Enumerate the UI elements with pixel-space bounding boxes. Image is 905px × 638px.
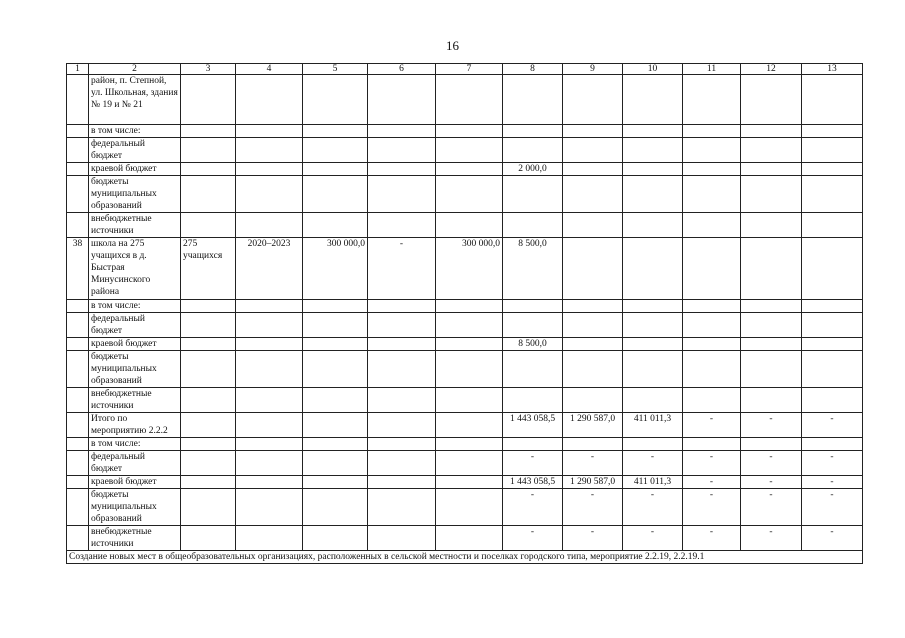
cell-c9 [563, 351, 623, 388]
cell-c12: - [741, 489, 802, 526]
cell-c5 [303, 176, 368, 213]
cell-c9 [563, 313, 623, 338]
cell-c13 [802, 176, 863, 213]
cell-c3 [181, 213, 236, 238]
cell-c5 [303, 163, 368, 176]
cell-name: краевой бюджет [89, 476, 181, 489]
cell-c13 [802, 138, 863, 163]
table-row [67, 388, 863, 413]
cell-c6 [368, 438, 436, 451]
cell-c6 [368, 451, 436, 476]
cell-c8 [503, 300, 563, 313]
cell-c12 [741, 125, 802, 138]
cell-name: в том числе: [89, 438, 181, 451]
cell-c10 [623, 338, 683, 351]
cell-c8: 8 500,0 [503, 238, 563, 300]
column-header-11: 11 [683, 64, 741, 75]
cell-name: краевой бюджет [89, 163, 181, 176]
cell-c8: 1 443 058,5 [503, 413, 563, 438]
cell-c5 [303, 313, 368, 338]
cell-c6: - [368, 238, 436, 300]
cell-c7 [436, 176, 503, 213]
cell-c10 [623, 313, 683, 338]
cell-c13 [802, 388, 863, 413]
cell-name: внебюджетные источники [89, 526, 181, 551]
cell-c9 [563, 125, 623, 138]
cell-num [67, 176, 89, 213]
cell-name: бюджеты муниципальных образований [89, 176, 181, 213]
cell-c4 [236, 476, 303, 489]
cell-c12 [741, 300, 802, 313]
cell-name: федеральный бюджет [89, 451, 181, 476]
cell-c11 [683, 176, 741, 213]
cell-c5 [303, 526, 368, 551]
cell-name: внебюджетные источники [89, 213, 181, 238]
table-row [67, 176, 863, 213]
table-row [67, 313, 863, 338]
cell-c12: - [741, 451, 802, 476]
table-row [67, 526, 863, 551]
cell-c11 [683, 138, 741, 163]
cell-c9 [563, 176, 623, 213]
cell-c10 [623, 138, 683, 163]
cell-name: бюджеты муниципальных образований [89, 489, 181, 526]
cell-c13 [802, 163, 863, 176]
cell-c9 [563, 138, 623, 163]
column-header-9: 9 [563, 64, 623, 75]
cell-c3 [181, 388, 236, 413]
cell-c3 [181, 413, 236, 438]
cell-c8 [503, 388, 563, 413]
cell-c6 [368, 213, 436, 238]
cell-c12 [741, 163, 802, 176]
cell-c10 [623, 438, 683, 451]
cell-c6 [368, 489, 436, 526]
cell-c8: 8 500,0 [503, 338, 563, 351]
cell-c12 [741, 213, 802, 238]
cell-c6 [368, 476, 436, 489]
cell-c10 [623, 388, 683, 413]
cell-c8 [503, 138, 563, 163]
cell-c3 [181, 451, 236, 476]
cell-c4 [236, 213, 303, 238]
column-header-5: 5 [303, 64, 368, 75]
column-header-7: 7 [436, 64, 503, 75]
cell-num [67, 213, 89, 238]
cell-c10 [623, 213, 683, 238]
cell-c9 [563, 75, 623, 125]
cell-c11: - [683, 489, 741, 526]
cell-c5 [303, 438, 368, 451]
cell-num [67, 75, 89, 125]
cell-c5 [303, 476, 368, 489]
cell-c6 [368, 351, 436, 388]
table-row [67, 476, 863, 489]
cell-c11 [683, 338, 741, 351]
cell-c4 [236, 75, 303, 125]
cell-num [67, 125, 89, 138]
cell-c7 [436, 438, 503, 451]
cell-num [67, 388, 89, 413]
cell-c11: - [683, 476, 741, 489]
table-row [67, 413, 863, 438]
cell-c9 [563, 388, 623, 413]
cell-c13: - [802, 476, 863, 489]
cell-c12: - [741, 413, 802, 438]
cell-name: краевой бюджет [89, 338, 181, 351]
cell-c10: - [623, 489, 683, 526]
cell-c3 [181, 75, 236, 125]
cell-c3 [181, 526, 236, 551]
cell-c3 [181, 338, 236, 351]
cell-num [67, 489, 89, 526]
cell-name: в том числе: [89, 125, 181, 138]
cell-c10 [623, 75, 683, 125]
cell-c13 [802, 238, 863, 300]
table-row [67, 238, 863, 300]
cell-name: федеральный бюджет [89, 313, 181, 338]
cell-c12 [741, 338, 802, 351]
cell-c10 [623, 238, 683, 300]
cell-c5 [303, 489, 368, 526]
cell-c13 [802, 438, 863, 451]
cell-c13: - [802, 526, 863, 551]
cell-c7: 300 000,0 [436, 238, 503, 300]
cell-c4 [236, 438, 303, 451]
cell-c13 [802, 338, 863, 351]
cell-c6 [368, 163, 436, 176]
cell-c4 [236, 300, 303, 313]
cell-name: Итого по мероприятию 2.2.2 [89, 413, 181, 438]
cell-c9 [563, 238, 623, 300]
cell-c6 [368, 75, 436, 125]
table-row [67, 125, 863, 138]
cell-c13 [802, 300, 863, 313]
column-header-8: 8 [503, 64, 563, 75]
cell-c6 [368, 388, 436, 413]
cell-c12 [741, 351, 802, 388]
cell-c12 [741, 388, 802, 413]
cell-num [67, 413, 89, 438]
cell-c5 [303, 300, 368, 313]
table-row [67, 351, 863, 388]
cell-c11 [683, 388, 741, 413]
cell-c3 [181, 176, 236, 213]
cell-num [67, 526, 89, 551]
cell-c7 [436, 489, 503, 526]
cell-c7 [436, 351, 503, 388]
cell-c10 [623, 125, 683, 138]
cell-c9: 1 290 587,0 [563, 476, 623, 489]
cell-c4 [236, 388, 303, 413]
cell-c6 [368, 413, 436, 438]
cell-c3 [181, 163, 236, 176]
cell-c10 [623, 300, 683, 313]
cell-c6 [368, 338, 436, 351]
cell-c13 [802, 213, 863, 238]
cell-c9 [563, 438, 623, 451]
column-header-10: 10 [623, 64, 683, 75]
cell-c8: - [503, 451, 563, 476]
cell-c8 [503, 176, 563, 213]
cell-c5 [303, 451, 368, 476]
cell-c13 [802, 125, 863, 138]
cell-c13 [802, 351, 863, 388]
page-number: 16 [446, 38, 459, 53]
column-header-3: 3 [181, 64, 236, 75]
cell-c6 [368, 300, 436, 313]
cell-c8 [503, 213, 563, 238]
cell-c10: 411 011,3 [623, 476, 683, 489]
cell-c8 [503, 125, 563, 138]
budget-table [66, 63, 863, 564]
cell-c10: - [623, 451, 683, 476]
cell-c9 [563, 338, 623, 351]
cell-c8 [503, 75, 563, 125]
cell-c11 [683, 438, 741, 451]
cell-num [67, 338, 89, 351]
column-header-4: 4 [236, 64, 303, 75]
cell-num [67, 163, 89, 176]
cell-c10 [623, 176, 683, 213]
cell-c8 [503, 438, 563, 451]
cell-name: бюджеты муниципальных образований [89, 351, 181, 388]
cell-c4: 2020–2023 [236, 238, 303, 300]
cell-c13: - [802, 413, 863, 438]
cell-c5 [303, 125, 368, 138]
cell-c4 [236, 176, 303, 213]
cell-c7 [436, 125, 503, 138]
cell-c3 [181, 313, 236, 338]
cell-c4 [236, 526, 303, 551]
cell-c5 [303, 138, 368, 163]
cell-c11 [683, 125, 741, 138]
header-row [67, 64, 863, 75]
cell-c11 [683, 238, 741, 300]
cell-name: федеральный бюджет [89, 138, 181, 163]
cell-c3 [181, 438, 236, 451]
cell-c3 [181, 351, 236, 388]
table-row [67, 213, 863, 238]
cell-c8: 1 443 058,5 [503, 476, 563, 489]
cell-c9 [563, 163, 623, 176]
cell-c10: 411 011,3 [623, 413, 683, 438]
cell-name: район, п. Степной, ул. Школьная, здания № 19 и № 21 [89, 75, 181, 125]
cell-c7 [436, 300, 503, 313]
cell-num [67, 300, 89, 313]
cell-c11 [683, 163, 741, 176]
cell-c6 [368, 313, 436, 338]
cell-c4 [236, 413, 303, 438]
cell-c10: - [623, 526, 683, 551]
table-row [67, 300, 863, 313]
cell-c7 [436, 451, 503, 476]
cell-c7 [436, 75, 503, 125]
cell-c10 [623, 163, 683, 176]
table-row [67, 438, 863, 451]
cell-c7 [436, 313, 503, 338]
cell-c4 [236, 125, 303, 138]
table-row [67, 163, 863, 176]
cell-c5 [303, 388, 368, 413]
cell-num [67, 451, 89, 476]
cell-c3 [181, 138, 236, 163]
cell-c4 [236, 451, 303, 476]
footer-note: Создание новых мест в общеобразовательных организациях, расположенных в сельской местности и поселках городского типа, мероприятие 2.2.19, 2.2.19.1 [67, 551, 863, 564]
cell-c9: 1 290 587,0 [563, 413, 623, 438]
table-row [67, 138, 863, 163]
cell-c7 [436, 413, 503, 438]
cell-c9: - [563, 526, 623, 551]
cell-c3: 275 учащихся [181, 238, 236, 300]
column-header-2: 2 [89, 64, 181, 75]
cell-c3 [181, 125, 236, 138]
cell-c7 [436, 388, 503, 413]
cell-name: в том числе: [89, 300, 181, 313]
cell-c13: - [802, 489, 863, 526]
cell-c5 [303, 413, 368, 438]
cell-c3 [181, 489, 236, 526]
cell-c9 [563, 213, 623, 238]
cell-c11 [683, 351, 741, 388]
cell-c6 [368, 138, 436, 163]
cell-c12: - [741, 526, 802, 551]
footer-note-row [67, 551, 863, 564]
cell-c5 [303, 75, 368, 125]
cell-c8 [503, 313, 563, 338]
cell-c4 [236, 338, 303, 351]
cell-num [67, 313, 89, 338]
cell-c11 [683, 213, 741, 238]
cell-c12 [741, 238, 802, 300]
cell-c9: - [563, 489, 623, 526]
table-row [67, 451, 863, 476]
table-row [67, 338, 863, 351]
cell-c11 [683, 300, 741, 313]
cell-c7 [436, 213, 503, 238]
cell-c6 [368, 125, 436, 138]
cell-c12 [741, 75, 802, 125]
cell-c12 [741, 313, 802, 338]
cell-num [67, 351, 89, 388]
cell-c7 [436, 163, 503, 176]
cell-c7 [436, 138, 503, 163]
column-header-13: 13 [802, 64, 863, 75]
cell-c11 [683, 313, 741, 338]
cell-c9 [563, 300, 623, 313]
cell-c4 [236, 351, 303, 388]
cell-c7 [436, 476, 503, 489]
cell-c13 [802, 313, 863, 338]
cell-num [67, 476, 89, 489]
cell-name: школа на 275 учащихся в д. Быстрая Минусинского района [89, 238, 181, 300]
cell-c12 [741, 176, 802, 213]
cell-c8: 2 000,0 [503, 163, 563, 176]
cell-num [67, 438, 89, 451]
cell-c10 [623, 351, 683, 388]
table-row [67, 75, 863, 125]
cell-c12 [741, 138, 802, 163]
cell-num: 38 [67, 238, 89, 300]
cell-c9: - [563, 451, 623, 476]
cell-c8 [503, 351, 563, 388]
cell-c5 [303, 351, 368, 388]
cell-name: внебюджетные источники [89, 388, 181, 413]
cell-c6 [368, 176, 436, 213]
cell-c3 [181, 300, 236, 313]
cell-c11: - [683, 526, 741, 551]
column-header-1: 1 [67, 64, 89, 75]
table-row [67, 489, 863, 526]
cell-c12 [741, 438, 802, 451]
cell-num [67, 138, 89, 163]
cell-c4 [236, 313, 303, 338]
cell-c4 [236, 489, 303, 526]
cell-c11 [683, 75, 741, 125]
column-header-6: 6 [368, 64, 436, 75]
cell-c7 [436, 526, 503, 551]
cell-c4 [236, 163, 303, 176]
cell-c5 [303, 213, 368, 238]
cell-c11: - [683, 413, 741, 438]
cell-c5: 300 000,0 [303, 238, 368, 300]
cell-c6 [368, 526, 436, 551]
cell-c5 [303, 338, 368, 351]
cell-c12: - [741, 476, 802, 489]
cell-c8: - [503, 526, 563, 551]
cell-c7 [436, 338, 503, 351]
column-header-12: 12 [741, 64, 802, 75]
cell-c3 [181, 476, 236, 489]
cell-c11: - [683, 451, 741, 476]
cell-c13 [802, 75, 863, 125]
cell-c13: - [802, 451, 863, 476]
cell-c4 [236, 138, 303, 163]
cell-c8: - [503, 489, 563, 526]
